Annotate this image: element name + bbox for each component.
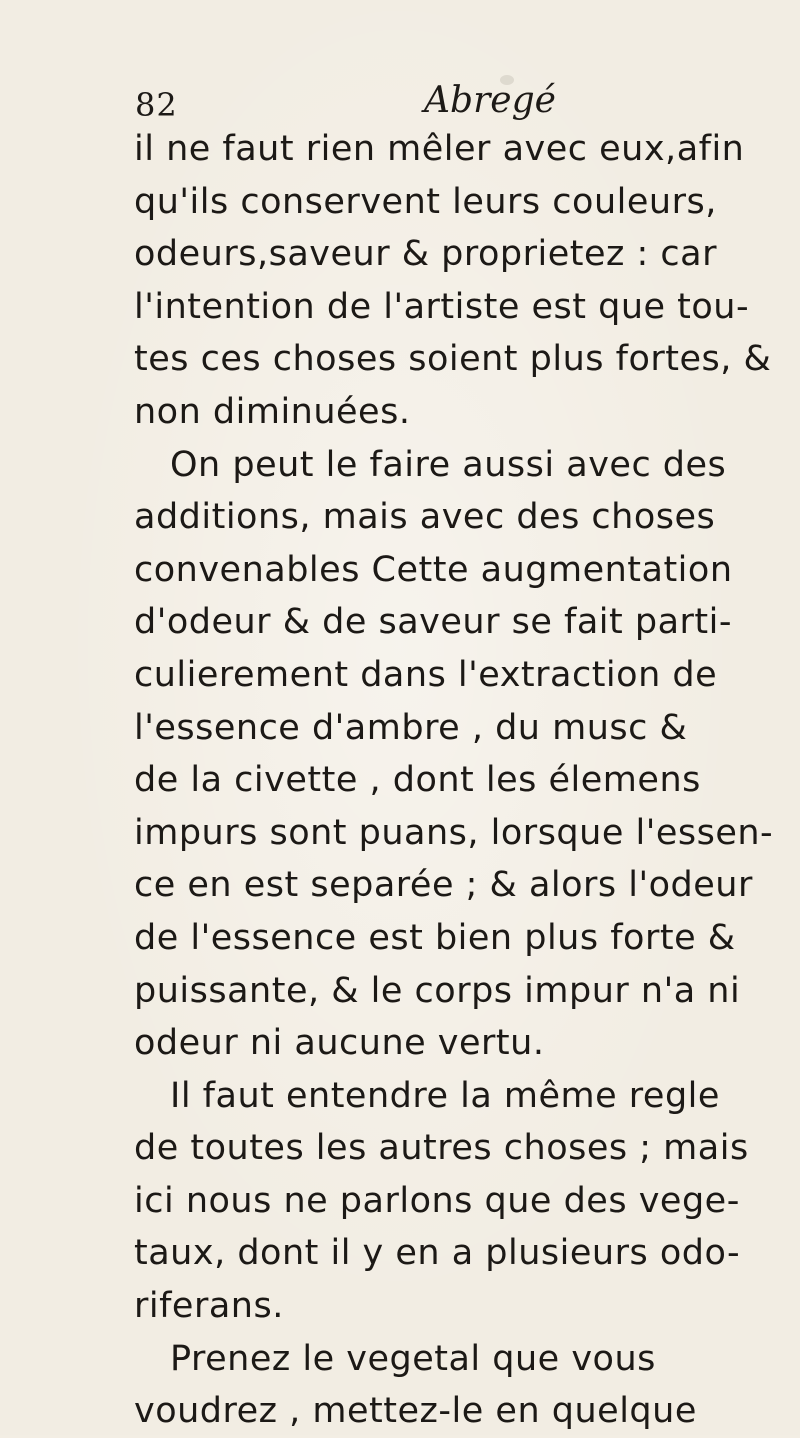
page-header bbox=[135, 78, 695, 128]
text-line: convenables Cette augmentation bbox=[134, 549, 733, 590]
text-line: qu'ils conservent leurs couleurs, bbox=[134, 181, 717, 222]
text-line: taux, dont il y en a plusieurs odo- bbox=[134, 1233, 741, 1274]
text-line: ce en est separée ; & alors l'odeur bbox=[134, 865, 753, 906]
text-line: odeur ni aucune vertu. bbox=[134, 1023, 545, 1064]
text-line: il ne faut rien mêler avec eux,afin bbox=[134, 129, 745, 169]
paragraph-start-line: Prenez le vegetal que vous bbox=[170, 1338, 656, 1379]
text-line: riferans. bbox=[134, 1286, 284, 1327]
page-number: 82 bbox=[135, 86, 178, 124]
text-line: culierement dans l'extraction de bbox=[134, 654, 718, 695]
text-line: de l'essence est bien plus forte & bbox=[134, 917, 736, 958]
text-line: impurs sont puans, lorsque l'essen- bbox=[134, 812, 774, 853]
text-line: puissante, & le corps impur n'a ni bbox=[134, 970, 741, 1011]
running-head: Abregé bbox=[424, 80, 556, 121]
text-line: tes ces choses soient plus fortes, & bbox=[134, 339, 772, 380]
text-line: de la civette , dont les élemens bbox=[134, 760, 701, 801]
text-line: voudrez , mettez-le en quelque bbox=[134, 1391, 697, 1432]
text-line: additions, mais avec des choses bbox=[134, 497, 716, 538]
text-line: l'essence d'ambre , du musc & bbox=[134, 707, 688, 748]
body-text bbox=[134, 123, 774, 1438]
text-line: non diminuées. bbox=[134, 391, 411, 432]
text-line: l'intention de l'artiste est que tou- bbox=[134, 286, 750, 327]
paragraph-start-line: On peut le faire aussi avec des bbox=[170, 444, 727, 485]
text-line: odeurs,saveur & proprietez : car bbox=[134, 234, 718, 275]
text-line: ici nous ne parlons que des vege- bbox=[134, 1180, 740, 1221]
text-line: de toutes les autres choses ; mais bbox=[134, 1128, 749, 1169]
text-line: d'odeur & de saveur se fait parti- bbox=[134, 602, 732, 643]
paragraph-start-line: Il faut entendre la même regle bbox=[170, 1075, 720, 1116]
